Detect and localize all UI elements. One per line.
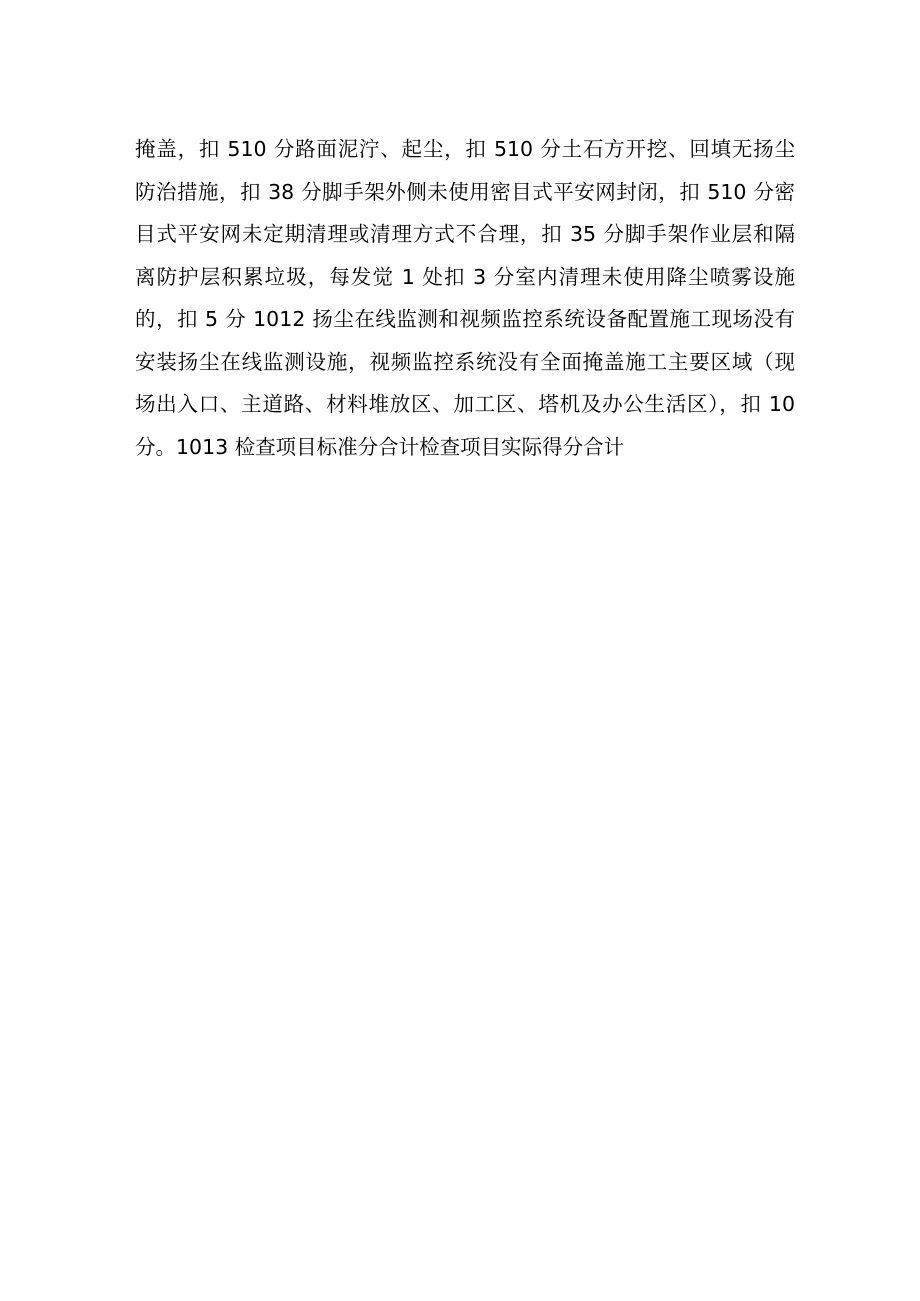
paragraph-line: 的，扣 5 分 1012 扬尘在线监测和视频监控系统设备配置施工现场没有 — [135, 307, 795, 331]
paragraph-line: 离防护层积累垃圾，每发觉 1 处扣 3 分室内清理未使用降尘喷雾设施 — [135, 264, 795, 289]
paragraph-line: 掩盖，扣 510 分路面泥泞、起尘，扣 510 分土石方开挖、回填无扬尘 — [135, 137, 795, 161]
paragraph-line: 目式平安网未定期清理或清理方式不合理，扣 35 分脚手架作业层和隔 — [135, 222, 795, 246]
paragraph-line: 安装扬尘在线监测设施，视频监控系统没有全面掩盖施工主要区域（现 — [135, 349, 795, 374]
paragraph-line: 防治措施，扣 38 分脚手架外侧未使用密目式平安网封闭，扣 510 分密 — [135, 179, 795, 204]
paragraph-line: 分。1013 检查项目标准分合计检查项目实际得分合计 — [135, 434, 625, 459]
paragraph-line: 场出入口、主道路、材料堆放区、加工区、塔机及办公生活区），扣 10 — [135, 392, 795, 416]
body-paragraph — [135, 128, 795, 468]
